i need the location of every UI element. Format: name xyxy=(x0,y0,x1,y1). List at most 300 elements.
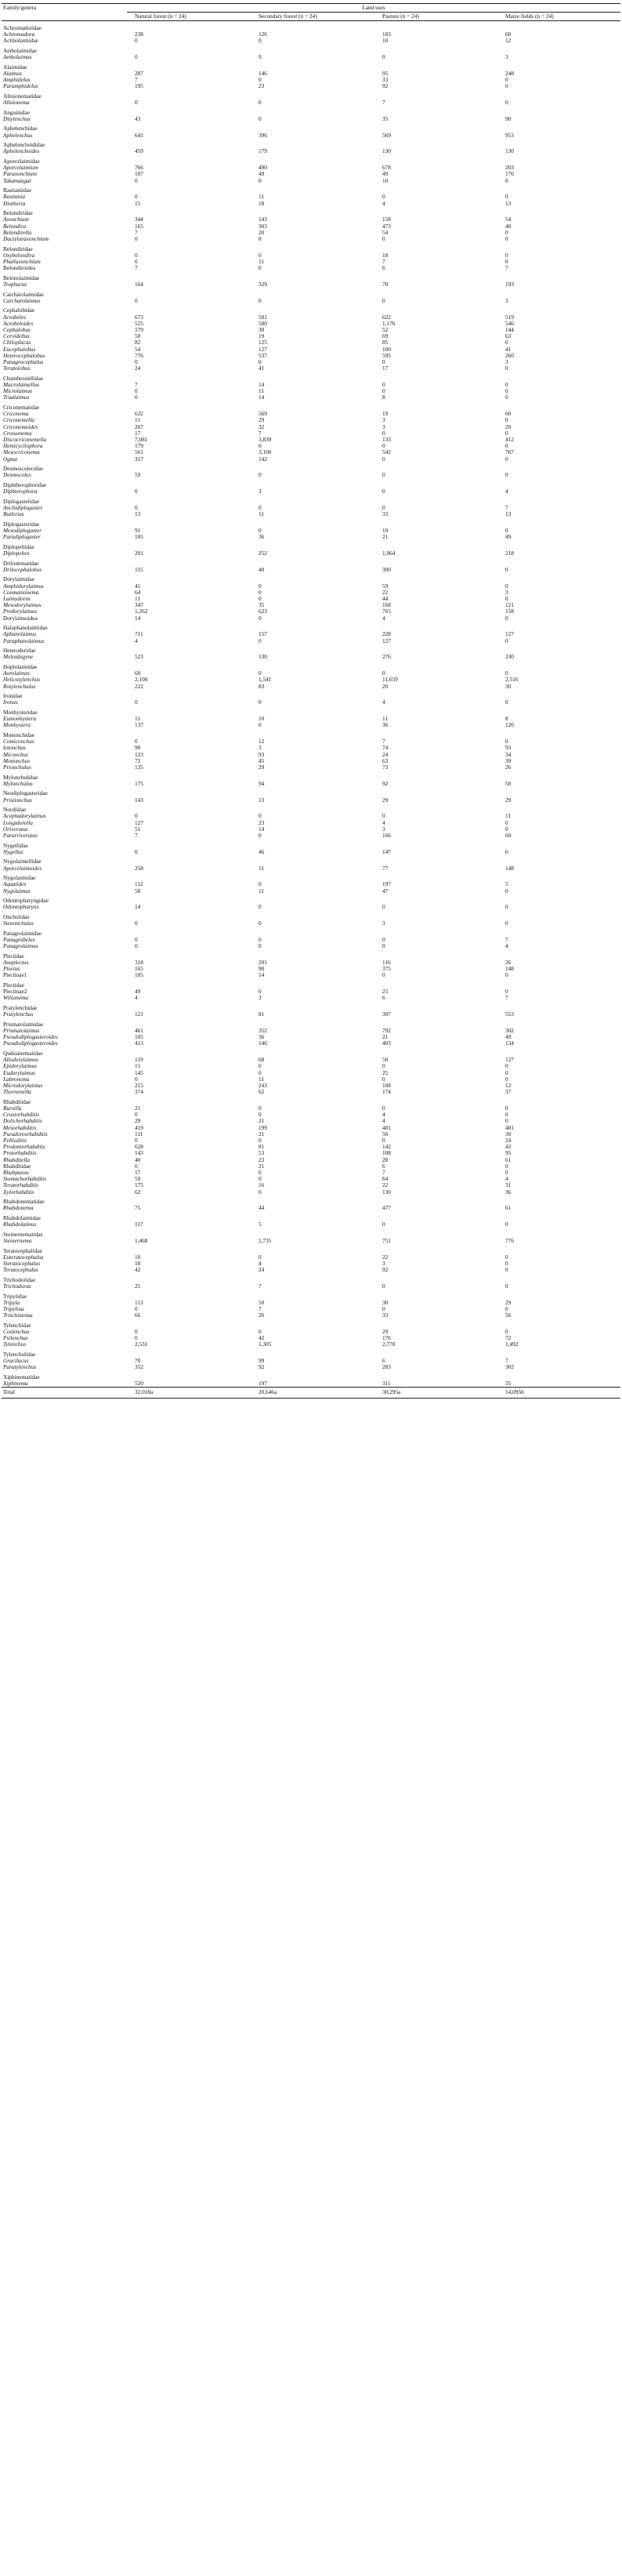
count-maize-fields: 54 xyxy=(505,216,512,223)
count-secondary-forest: 352 xyxy=(259,1028,267,1035)
family-name: Halaphanolaimidae xyxy=(3,624,48,632)
genus-name: Pellioditis xyxy=(3,1137,27,1145)
count-secondary-forest: 0 xyxy=(259,637,262,644)
count-maize-fields: 20 xyxy=(505,423,512,430)
genus-row xyxy=(2,826,620,833)
count-pasture: 108 xyxy=(382,1150,391,1157)
count-secondary-forest: 623 xyxy=(259,608,267,615)
genus-name: Comiconchus xyxy=(3,738,34,746)
count-maize-fields: 0 xyxy=(505,904,508,911)
genus-row xyxy=(2,995,620,1001)
family-row xyxy=(2,288,620,298)
family-row xyxy=(2,706,620,717)
genus-row xyxy=(2,1125,620,1131)
count-secondary-forest: 18 xyxy=(259,200,265,207)
count-pasture: 11,659 xyxy=(382,677,398,684)
count-pasture: 4 xyxy=(382,1112,385,1119)
genus-row xyxy=(2,943,620,949)
count-maize-fields: 0 xyxy=(505,236,508,242)
genus-row xyxy=(2,1131,620,1137)
count-pasture: 130 xyxy=(382,1188,391,1195)
count-maize-fields: 0 xyxy=(505,1076,508,1083)
genus-name: Cephalobus xyxy=(3,327,31,333)
count-maize-fields: 0 xyxy=(505,194,508,201)
count-secondary-forest: 0 xyxy=(259,1170,262,1177)
count-natural-forest: 215 xyxy=(135,1083,143,1090)
count-natural-forest: 0 xyxy=(135,236,138,242)
genus-name: Eudorylaimus xyxy=(3,1069,35,1076)
family-name: Prismatolaimidae xyxy=(3,1020,44,1028)
genus-name: Prodorylaimus xyxy=(3,608,38,615)
count-natural-forest: 59 xyxy=(135,1176,141,1183)
count-natural-forest: 4 xyxy=(135,637,138,644)
count-secondary-forest: 0 xyxy=(259,881,262,888)
count-natural-forest: 58 xyxy=(135,887,141,894)
genus-name: Dolichorhabditis xyxy=(3,1118,42,1125)
family-name: Chambersiellidae xyxy=(3,374,44,382)
genus-name: Monhystera xyxy=(3,722,31,729)
count-maize-fields: 61 xyxy=(505,1205,512,1212)
count-secondary-forest: 143 xyxy=(259,216,267,223)
family-name: Plectidae xyxy=(3,952,24,960)
count-pasture: 4 xyxy=(382,615,385,622)
count-natural-forest: 50 xyxy=(135,333,141,340)
count-natural-forest: 90 xyxy=(135,745,141,752)
count-natural-forest: 238 xyxy=(135,31,143,38)
count-natural-forest: 0 xyxy=(135,1137,138,1145)
genus-row xyxy=(2,1358,620,1364)
genus-row xyxy=(2,1034,620,1040)
count-maize-fields: 953 xyxy=(505,132,514,139)
genus-row xyxy=(2,1341,620,1348)
nematode-genera-table xyxy=(2,3,620,1399)
count-secondary-forest: 19 xyxy=(259,333,265,340)
family-row xyxy=(2,463,620,473)
family-row xyxy=(2,1228,620,1238)
count-secondary-forest: 26 xyxy=(259,1312,265,1319)
family-row xyxy=(2,1348,620,1359)
count-maize-fields: 0 xyxy=(505,920,508,927)
count-maize-fields: 230 xyxy=(505,654,514,661)
count-natural-forest: 525 xyxy=(135,320,143,327)
count-maize-fields: 95 xyxy=(505,1150,512,1157)
count-natural-forest: 0 xyxy=(135,943,138,950)
count-maize-fields: 26 xyxy=(505,960,512,967)
count-secondary-forest: 92 xyxy=(259,1364,265,1371)
count-secondary-forest: 35 xyxy=(259,602,265,609)
genus-row xyxy=(2,83,620,89)
count-pasture: 0 xyxy=(382,1221,385,1228)
count-natural-forest: 0 xyxy=(135,1112,138,1119)
count-maize-fields: 0 xyxy=(505,100,508,106)
count-natural-forest: 24 xyxy=(135,365,141,372)
count-secondary-forest: 5 xyxy=(259,1221,262,1228)
count-natural-forest: 347 xyxy=(135,602,143,609)
count-maize-fields: 0 xyxy=(505,670,508,677)
count-maize-fields: 0 xyxy=(505,472,508,479)
family-row xyxy=(2,771,620,781)
genus-name: Aporcelaimoides xyxy=(3,865,42,872)
genus-row xyxy=(2,298,620,304)
count-secondary-forest: 0 xyxy=(259,615,262,622)
genus-row xyxy=(2,1182,620,1188)
count-maize-fields: 144 xyxy=(505,327,514,333)
land-uses-header: Land uses xyxy=(127,4,620,13)
count-secondary-forest: 0 xyxy=(259,1069,262,1076)
family-name: Nordiidae xyxy=(3,806,27,814)
count-natural-forest: 2,531 xyxy=(135,1341,148,1348)
genus-row xyxy=(2,430,620,437)
genus-name: Paraphanolaimus xyxy=(3,637,45,644)
genus-row xyxy=(2,132,620,139)
count-maize-fields: 412 xyxy=(505,437,514,444)
count-maize-fields: 0 xyxy=(505,989,508,996)
family-name: Xiphinematidae xyxy=(3,1373,40,1381)
count-maize-fields: 5 xyxy=(505,881,508,888)
count-pasture: 307 xyxy=(382,1011,391,1018)
count-maize-fields: 0 xyxy=(505,699,508,706)
count-secondary-forest: 0 xyxy=(259,77,262,83)
count-natural-forest: 123 xyxy=(135,751,143,758)
count-pasture: 25 xyxy=(382,989,389,996)
genus-row xyxy=(2,171,620,177)
count-maize-fields: 40 xyxy=(505,223,512,230)
count-natural-forest: 121 xyxy=(135,1011,143,1018)
count-maize-fields: 0 xyxy=(505,596,508,603)
genus-row xyxy=(2,71,620,77)
family-row xyxy=(2,184,620,194)
family-row xyxy=(2,729,620,739)
count-maize-fields: 0 xyxy=(505,339,508,346)
count-secondary-forest: 3 xyxy=(259,995,262,1002)
family-name: Trichodoridae xyxy=(3,1275,36,1283)
family-name: Bastianiidae xyxy=(3,187,32,194)
family-name: Drilonematidae xyxy=(3,559,39,567)
genus-name: Aquatides xyxy=(3,881,27,888)
count-maize-fields: 302 xyxy=(505,1028,514,1035)
count-secondary-forest: 20 xyxy=(259,229,265,236)
count-pasture: 0 xyxy=(382,359,385,366)
count-pasture: 35 xyxy=(382,115,389,122)
family-row xyxy=(2,1047,620,1058)
count-secondary-forest: 90 xyxy=(259,966,265,973)
count-pasture: 0 xyxy=(382,1105,385,1112)
family-row xyxy=(2,872,620,882)
count-secondary-forest: 14 xyxy=(259,825,265,833)
family-row xyxy=(2,139,620,149)
family-name: Desmoscolecidae xyxy=(3,465,44,473)
genus-name: Drilocephalobus xyxy=(3,566,42,573)
genus-row xyxy=(2,443,620,449)
count-secondary-forest: 42 xyxy=(259,1335,265,1342)
family-name: Qudsianematidae xyxy=(3,1050,43,1058)
count-maize-fields: 90 xyxy=(505,115,512,122)
count-maize-fields: 0 xyxy=(505,83,508,90)
count-maize-fields: 60 xyxy=(505,31,512,38)
count-natural-forest: 1,262 xyxy=(135,608,148,615)
genus-row xyxy=(2,631,620,637)
genus-row xyxy=(2,1329,620,1335)
count-maize-fields: 0 xyxy=(505,1163,508,1170)
count-secondary-forest: 0 xyxy=(259,443,262,450)
count-secondary-forest: 14 xyxy=(259,382,265,389)
genus-row xyxy=(2,1176,620,1182)
count-secondary-forest: 0 xyxy=(259,1254,262,1261)
genus-name: Aporcelaimium xyxy=(3,165,38,172)
count-natural-forest: 165 xyxy=(135,966,143,973)
genus-row xyxy=(2,1040,620,1047)
family-name: Neodiplogasteridae xyxy=(3,789,48,797)
family-name: Nygolaimellidae xyxy=(3,858,42,865)
count-secondary-forest: 569 xyxy=(259,411,267,418)
family-name: Tylenchidae xyxy=(3,1321,31,1329)
count-natural-forest: 766 xyxy=(135,165,143,172)
count-pasture: 70 xyxy=(382,281,389,288)
genus-name: Euteratocephalus xyxy=(3,1254,44,1261)
count-natural-forest: 7 xyxy=(135,77,138,83)
count-natural-forest: 179 xyxy=(135,327,143,333)
count-pasture: 6 xyxy=(382,265,385,272)
count-maize-fields: 0 xyxy=(505,615,508,622)
genus-row xyxy=(2,327,620,333)
count-maize-fields: 3 xyxy=(505,297,508,304)
count-secondary-forest: 44 xyxy=(259,1205,265,1212)
count-pasture: 0 xyxy=(382,443,385,450)
genus-row xyxy=(2,881,620,887)
genus-name: Trualaimus xyxy=(3,394,30,401)
genus-name: Allodorylaimus xyxy=(3,1057,38,1064)
count-pasture: 49 xyxy=(382,171,389,178)
count-pasture: 33 xyxy=(382,77,389,83)
genus-row xyxy=(2,165,620,171)
count-pasture: 142 xyxy=(382,1144,391,1151)
count-pasture: 481 xyxy=(382,1124,391,1131)
genus-name: Macrolaimellus xyxy=(3,382,39,389)
genus-name: Meloidogyne xyxy=(3,654,34,661)
count-maize-fields: 203 xyxy=(505,165,514,172)
genus-name: Aphanolaimus xyxy=(3,631,37,638)
count-secondary-forest: 537 xyxy=(259,352,267,359)
count-pasture: 18 xyxy=(382,252,389,259)
count-pasture: 92 xyxy=(382,1267,389,1274)
count-pasture: 17 xyxy=(382,365,389,372)
count-pasture: 33 xyxy=(382,511,389,518)
count-secondary-forest: 252 xyxy=(259,550,267,557)
count-natural-forest: 632 xyxy=(135,411,143,418)
count-maize-fields: 0 xyxy=(505,455,508,463)
family-row xyxy=(2,304,620,314)
genus-row xyxy=(2,1163,620,1170)
genus-row xyxy=(2,1189,620,1195)
count-maize-fields: 7 xyxy=(505,265,508,272)
family-row xyxy=(2,979,620,989)
count-pasture: 56 xyxy=(382,1130,389,1137)
genus-row xyxy=(2,236,620,242)
genus-name: Acephadorylaimus xyxy=(3,813,46,820)
count-maize-fields: 121 xyxy=(505,602,514,609)
family-row xyxy=(2,155,620,165)
count-pasture: 52 xyxy=(382,327,389,333)
genus-name: Rotylenchulus xyxy=(3,683,36,690)
count-maize-fields: 24 xyxy=(505,1137,512,1145)
genus-row xyxy=(2,1267,620,1273)
family-row xyxy=(2,242,620,252)
genus-row xyxy=(2,1283,620,1290)
count-secondary-forest: 32 xyxy=(259,423,265,430)
count-natural-forest: 11 xyxy=(135,1063,141,1070)
genus-name: Rhabdolaimus xyxy=(3,1221,37,1228)
family-row xyxy=(2,927,620,937)
genus-name: Tripyla xyxy=(3,1299,20,1306)
count-pasture: 1,176 xyxy=(382,320,396,327)
genus-name: Diplopeltes xyxy=(3,550,30,557)
count-pasture: 0 xyxy=(382,455,385,463)
genus-name: Acrobeloides xyxy=(3,320,34,327)
count-natural-forest: 175 xyxy=(135,780,143,787)
count-maize-fields: 519 xyxy=(505,314,514,321)
count-secondary-forest: 0 xyxy=(259,1063,262,1070)
count-maize-fields: 148 xyxy=(505,966,514,973)
family-row xyxy=(2,517,620,528)
count-secondary-forest: 1,735 xyxy=(259,1238,272,1245)
count-secondary-forest: 3,839 xyxy=(259,437,272,444)
genus-row xyxy=(2,1083,620,1089)
count-maize-fields: 193 xyxy=(505,281,514,288)
count-natural-forest: 7 xyxy=(135,265,138,272)
count-natural-forest: 107 xyxy=(135,171,143,178)
genus-row xyxy=(2,339,620,346)
count-maize-fields: 0 xyxy=(505,1329,508,1336)
family-row xyxy=(2,855,620,865)
count-natural-forest: 164 xyxy=(135,281,143,288)
count-pasture: 73 xyxy=(382,764,389,771)
genus-name: Takamangai xyxy=(3,177,31,184)
count-natural-forest: 143 xyxy=(135,796,143,804)
genus-row xyxy=(2,764,620,771)
count-natural-forest: 317 xyxy=(135,455,143,463)
count-secondary-forest: 0 xyxy=(259,297,262,304)
genus-name: Longidorella xyxy=(3,819,33,826)
count-natural-forest: 0 xyxy=(135,813,138,820)
count-maize-fields: 148 xyxy=(505,865,514,872)
count-maize-fields: 218 xyxy=(505,550,514,557)
genus-name: Mesorhabditis xyxy=(3,1124,37,1131)
family-row xyxy=(2,1273,620,1283)
genus-row xyxy=(2,888,620,894)
count-maize-fields: 0 xyxy=(505,1170,508,1177)
genus-row xyxy=(2,1089,620,1095)
family-name: Rhabditidae xyxy=(3,1098,31,1105)
count-secondary-forest: 329 xyxy=(259,281,267,288)
count-maize-fields: 6 xyxy=(505,848,508,855)
genus-name: Xylorhabditis xyxy=(3,1188,34,1195)
count-natural-forest: 91 xyxy=(135,528,141,535)
genus-name: Achromadora xyxy=(3,31,35,38)
table-footer xyxy=(2,1388,620,1398)
count-secondary-forest: 0 xyxy=(259,1137,262,1145)
count-pasture: 59 xyxy=(382,582,389,590)
genus-name: Criconema xyxy=(3,411,29,418)
family-name: Monhysteridae xyxy=(3,709,38,717)
count-maize-fields: 0 xyxy=(505,1254,508,1261)
genus-name: Nygolaimus xyxy=(3,887,31,894)
count-natural-forest: 0 xyxy=(135,505,138,512)
genus-row xyxy=(2,972,620,978)
genus-row xyxy=(2,1063,620,1069)
count-secondary-forest: 0 xyxy=(259,1112,262,1119)
count-maize-fields: 0 xyxy=(505,887,508,894)
genus-row xyxy=(2,722,620,728)
family-row xyxy=(2,1212,620,1222)
genus-row xyxy=(2,505,620,511)
count-secondary-forest: 23 xyxy=(259,1156,265,1163)
count-pasture: 595 xyxy=(382,352,391,359)
family-name: Diplopeltidae xyxy=(3,542,34,550)
count-maize-fields: 158 xyxy=(505,608,514,615)
count-natural-forest: 0 xyxy=(135,1306,138,1313)
genus-row xyxy=(2,1157,620,1163)
genus-row xyxy=(2,1028,620,1034)
genus-row xyxy=(2,1170,620,1176)
count-maize-fields: 7 xyxy=(505,1358,508,1365)
count-secondary-forest: 0 xyxy=(259,589,262,596)
count-maize-fields: 26 xyxy=(505,764,512,771)
genus-name: Rhabpanus xyxy=(3,1170,29,1177)
count-secondary-forest: 81 xyxy=(259,1144,265,1151)
family-row xyxy=(2,479,620,489)
genus-name: Mesocriconema xyxy=(3,449,40,456)
count-natural-forest: 105 xyxy=(135,534,143,541)
genus-name: Pseudodiplogasteroides xyxy=(3,1034,58,1041)
count-secondary-forest: 1,305 xyxy=(259,1341,272,1348)
count-natural-forest: 49 xyxy=(135,989,141,996)
genus-row xyxy=(2,1261,620,1267)
family-row xyxy=(2,1195,620,1206)
count-natural-forest: 11 xyxy=(135,716,141,723)
genus-name: Psilenchus xyxy=(3,1335,28,1342)
family-row xyxy=(2,557,620,567)
genus-name: Mesodorylaimus xyxy=(3,602,42,609)
count-maize-fields: 553 xyxy=(505,1011,514,1018)
count-natural-forest: 520 xyxy=(135,1381,143,1388)
count-secondary-forest: 11 xyxy=(259,194,265,201)
family-row xyxy=(2,401,620,412)
genus-name: Butlerius xyxy=(3,511,24,518)
genus-name: Ironus xyxy=(3,699,18,706)
count-natural-forest: 0 xyxy=(135,252,138,259)
genus-row xyxy=(2,865,620,872)
genus-name: Plectinae2 xyxy=(3,989,27,996)
count-natural-forest: 137 xyxy=(135,722,143,729)
count-secondary-forest: 45 xyxy=(259,757,265,764)
count-pasture: 3 xyxy=(382,1261,385,1268)
count-natural-forest: 374 xyxy=(135,1089,143,1096)
genus-name: Anaplectus xyxy=(3,960,29,967)
genus-row xyxy=(2,511,620,517)
count-natural-forest: 17 xyxy=(135,1170,141,1177)
genus-name: Panagrobelus xyxy=(3,937,35,944)
genus-name: Criconemella xyxy=(3,417,34,424)
total-row xyxy=(2,1388,620,1398)
family-row xyxy=(2,949,620,960)
genus-row xyxy=(2,596,620,602)
count-pasture: 77 xyxy=(382,865,389,872)
count-pasture: 21 xyxy=(382,1034,389,1041)
count-secondary-forest: 0 xyxy=(259,1329,262,1336)
count-maize-fields: 63 xyxy=(505,333,512,340)
genus-name: Panagrolaimus xyxy=(3,943,38,950)
count-natural-forest: 7 xyxy=(135,833,138,840)
